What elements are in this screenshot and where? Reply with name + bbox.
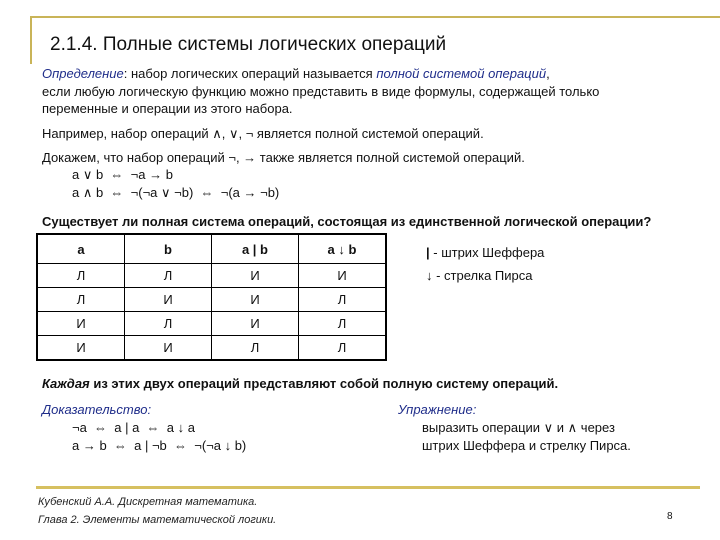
table-header-row <box>37 234 386 264</box>
cell: И <box>212 288 299 312</box>
cell: Л <box>37 288 125 312</box>
slide-title: 2.1.4. Полные системы логических операций <box>50 34 447 55</box>
question: Существует ли полная система операций, состоящая из единственной логической операции? <box>42 214 652 229</box>
proof-intro: Докажем, что набор операций ¬, → также является полной системой операций. <box>42 150 525 165</box>
exercise-line-1: выразить операции ∨ и ∧ через <box>422 420 615 435</box>
cell: Л <box>125 312 212 336</box>
exercise-line-2: штрих Шеффера и стрелку Пирса. <box>422 438 631 453</box>
cell: Л <box>299 312 387 336</box>
cell: Л <box>125 264 212 288</box>
left-rule <box>30 16 32 64</box>
truth-table <box>36 233 387 361</box>
cell: И <box>125 288 212 312</box>
conclusion-italic: Каждая <box>42 376 90 391</box>
definition-colon: : <box>123 66 128 81</box>
cell: И <box>212 312 299 336</box>
sheffer-stroke-icon: | <box>426 245 430 260</box>
cell: Л <box>37 264 125 288</box>
legend-peirce <box>426 268 533 283</box>
footer-line-1: Кубенский А.А. Дискретная математика. <box>38 496 258 508</box>
formula-or: a ∨ b ⇔ ¬a → b <box>72 167 173 182</box>
cell: Л <box>299 288 387 312</box>
legend-text: - штрих Шеффера <box>429 245 545 260</box>
formula-and: a ∧ b ⇔ ¬(¬a ∨ ¬b) ⇔ ¬(a → ¬b) <box>72 185 280 200</box>
footer-line-2: Глава 2. Элементы математической логики. <box>38 514 277 526</box>
header-cell: a <box>37 234 125 264</box>
cell: И <box>299 264 387 288</box>
definition-text: набор логических операций называется <box>127 66 377 81</box>
definition-line-1 <box>42 66 550 81</box>
definition-line-3: переменные и операции из этого набора. <box>42 101 293 116</box>
definition-comma: , <box>546 66 550 81</box>
conclusion <box>42 376 558 391</box>
legend-sheffer <box>426 245 544 260</box>
top-rule <box>30 16 720 18</box>
cell: И <box>212 264 299 288</box>
definition-line-2: если любую логическую функцию можно представить в виде формулы, содержащей только <box>42 84 600 99</box>
legend-text: - стрелка Пирса <box>432 268 533 283</box>
header-cell: a | b <box>212 234 299 264</box>
cell: И <box>125 336 212 361</box>
table-row <box>37 336 386 361</box>
proof-line-1: ¬a ⇔ a | a ⇔ a ↓ a <box>72 420 195 435</box>
header-cell: a ↓ b <box>299 234 387 264</box>
table-row <box>37 312 386 336</box>
cell: Л <box>299 336 387 361</box>
page-number: 8 <box>667 511 673 522</box>
peirce-arrow-icon: ↓ <box>426 268 433 283</box>
exercise-label: Упражнение: <box>398 402 477 417</box>
definition-label: Определение <box>42 66 124 81</box>
table-row <box>37 288 386 312</box>
cell: И <box>37 336 125 361</box>
footer-rule <box>36 486 700 489</box>
cell: И <box>37 312 125 336</box>
cell: Л <box>212 336 299 361</box>
proof-label: Доказательство: <box>42 402 152 417</box>
table-row <box>37 264 386 288</box>
definition-term: полной системой операций <box>376 66 547 81</box>
proof-line-2: a → b ⇔ a | ¬b ⇔ ¬(¬a ↓ b) <box>72 438 247 453</box>
header-cell: b <box>125 234 212 264</box>
example-text: Например, набор операций ∧, ∨, ¬ является полной системой операций. <box>42 126 484 141</box>
conclusion-text: из этих двух операций представляют собой полную систему операций. <box>89 376 559 391</box>
